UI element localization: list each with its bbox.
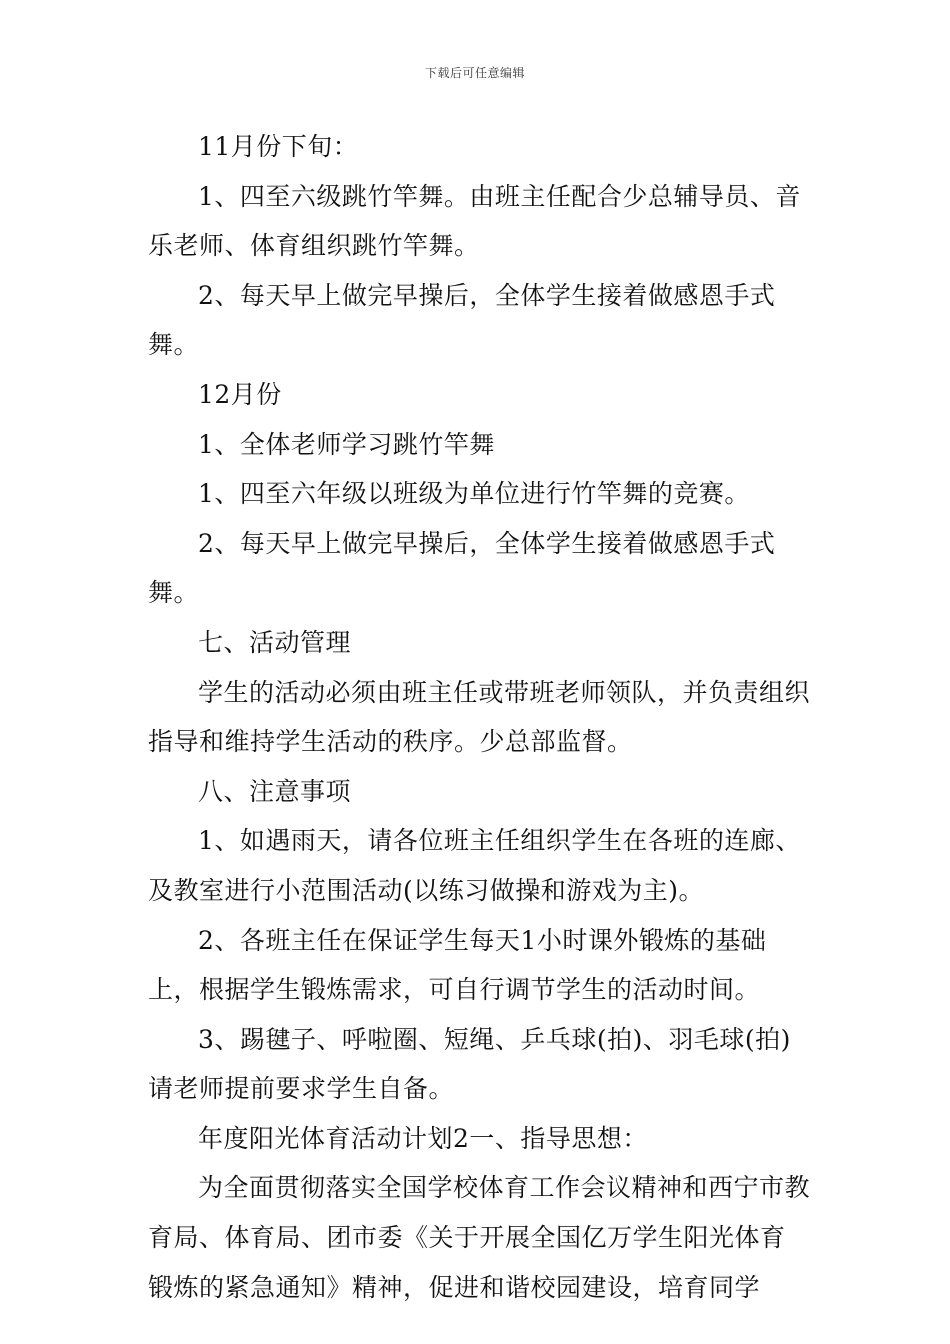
paragraph: 1、四至六级跳竹竿舞。由班主任配合少总辅导员、音乐老师、体育组织跳竹竿舞。 [148,181,801,261]
paragraph: 2、各班主任在保证学生每天1小时课外锻炼的基础上，根据学生锻炼需求，可自行调节学生的活动时间。 [148,925,767,1005]
document-body [148,122,810,1312]
paragraph: 1、如遇雨天，请各位班主任组织学生在各班的连廊、及教室进行小范围活动(以练习做操和游戏为主)。 [148,826,801,905]
section-heading: 年度阳光体育活动计划2一、指导思想： [198,1123,648,1153]
page-header-note: 下载后可任意编辑 [424,66,525,80]
paragraph: 2、每天早上做完早操后，全体学生接着做感恩手式舞。 [148,528,776,608]
paragraph: 12月份 [198,379,282,409]
paragraph: 3、踢毽子、呼啦圈、短绳、乒乓球(拍)、羽毛球(拍)请老师提前要求学生自备。 [148,1024,791,1104]
section-heading: 八、注意事项 [198,776,352,806]
paragraph: 为全面贯彻落实全国学校体育工作会议精神和西宁市教育局、体育局、团市委《关于开展全国亿万学生阳光体育锻炼的紧急通知》精神，促进和谐校园建设，培育同学 [148,1173,811,1302]
paragraph: 1、全体老师学习跳竹竿舞 [198,429,495,459]
paragraph: 2、每天早上做完早操后，全体学生接着做感恩手式舞。 [148,280,776,360]
paragraph: 学生的活动必须由班主任或带班老师领队，并负责组织指导和维持学生活动的秩序。少总部监督。 [148,677,811,757]
paragraph: 1、四至六年级以班级为单位进行竹竿舞的竞赛。 [198,479,750,509]
section-heading: 七、活动管理 [198,627,352,657]
paragraph: 11月份下旬： [198,132,359,161]
